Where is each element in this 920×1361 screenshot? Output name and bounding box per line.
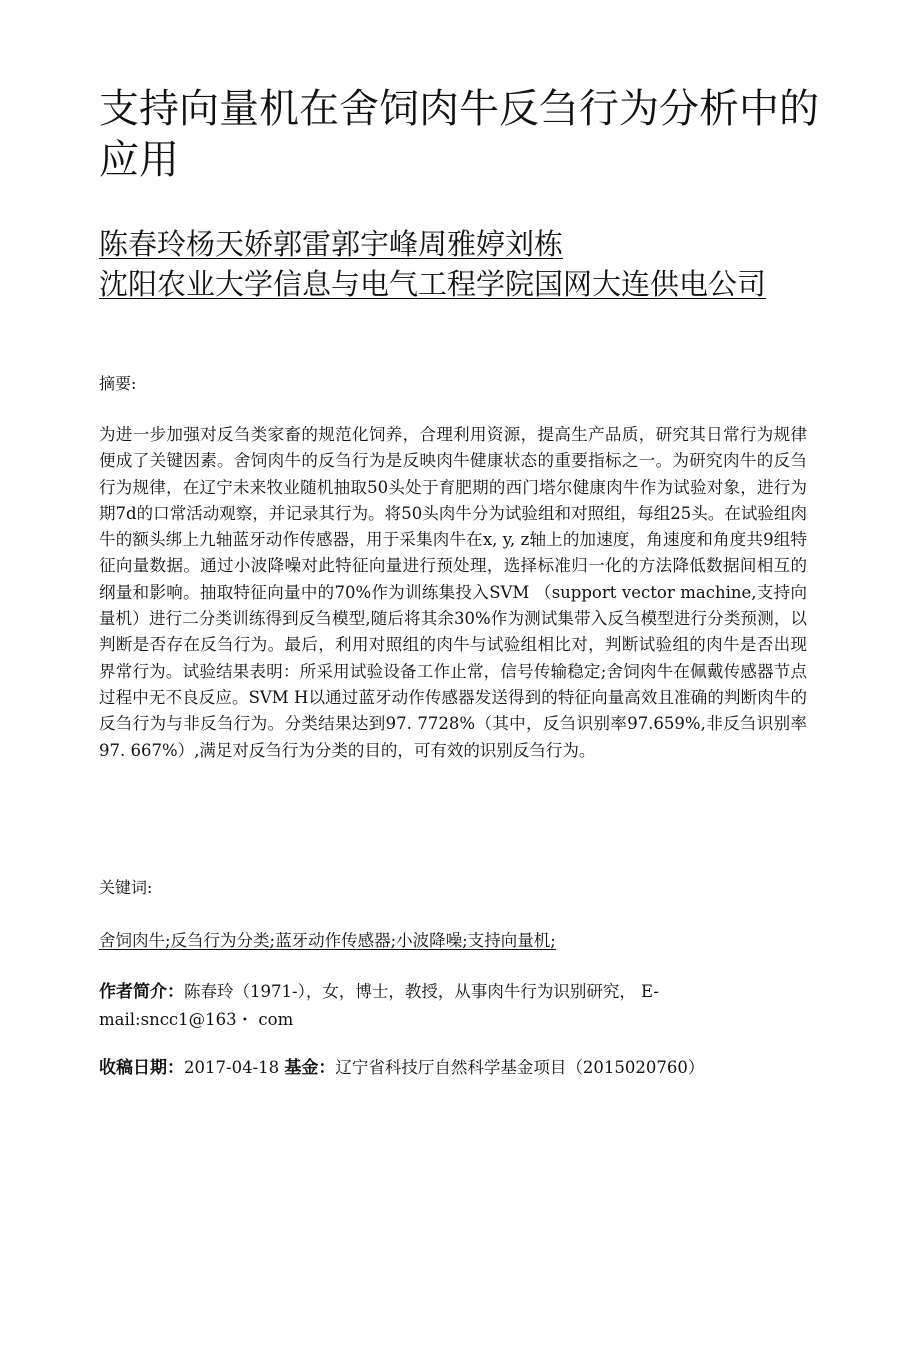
- abstract-text: 为进一步加强对反刍类家畜的规范化饲养，合理利用资源，提高生产品质，研究其日常行为规律便成了关键因素。舍饲肉牛的反刍行为是反映肉牛健康状态的重要指标之一。为研究肉牛的反刍行为规律，在辽宁未来牧业随机抽取50头处于育肥期的西门塔尔健康肉牛作为试验对象，进行为期7d的口常活动观察，并记录其行为。将50头肉牛分为试验组和对照组，每组25头。在试验组肉牛的额头绑上九轴蓝牙动作传感器，用于采集肉牛在x, y, z轴上的加速度，角速度和角度共9组特征向量数据。通过小波降噪对此特征向量进行预处理，选择标准归一化的方法降低数据间相互的纲量和影响。抽取特征向量中的70%作为训练集投入SVM （support vector machine,支持向量机）进行二分类训练得到反刍模型,随后将其余30%作为测试集带入反刍模型进行分类预测，以判断是否存在反刍行为。最后，利用对照组的肉牛与试验组相比对，判断试验组的肉牛是否出现界常行为。试验结果表明：所采用试验设备工作止常，信号传输稳定;舍饲肉牛在佩戴传感器节点过程中无不良反应。SVM H以通过蓝牙动作传感器发送得到的特征向量高效且准确的判断肉牛的反刍行为与非反刍行为。分类结果达到97. 7728%（其中，反刍识别率97.659%,非反刍识别率97. 667%）,满足对反刍行为分类的目的，可有效的识别反刍行为。: [99, 425, 807, 760]
- author-bio: [99, 978, 789, 1033]
- fund-label: 基金：: [284, 1058, 336, 1078]
- keywords-link[interactable]: 舍饲肉牛;反刍行为分类;蓝牙动作传感器;小波降噪;支持向量机;: [99, 931, 556, 950]
- author-bio-label: 作者简介：: [99, 982, 184, 1002]
- keywords-list: [99, 929, 807, 953]
- author-block: [99, 224, 819, 304]
- author-bio-text: 陈春玲（1971-），女，博士，教授，从事肉牛行为识别研究， E-mail:sncc1@163・ com: [99, 982, 659, 1029]
- received-date-label: 收稿日期：: [99, 1058, 184, 1078]
- keywords-label: 关键词:: [99, 878, 153, 897]
- fund-value: 辽宁省科技厅自然科学基金项目（2015020760）: [335, 1058, 705, 1077]
- paper-title: 支持向量机在舍饲肉牛反刍行为分析中的应用: [99, 86, 819, 183]
- publication-meta: [99, 1054, 819, 1082]
- author-names[interactable]: 陈春玲杨天娇郭雷郭宇峰周雅婷刘栋: [99, 227, 564, 261]
- received-date-value: 2017-04-18: [184, 1058, 280, 1077]
- abstract-label: 摘要:: [99, 374, 137, 393]
- author-affiliation[interactable]: 沈阳农业大学信息与电气工程学院国网大连供电公司: [99, 267, 767, 301]
